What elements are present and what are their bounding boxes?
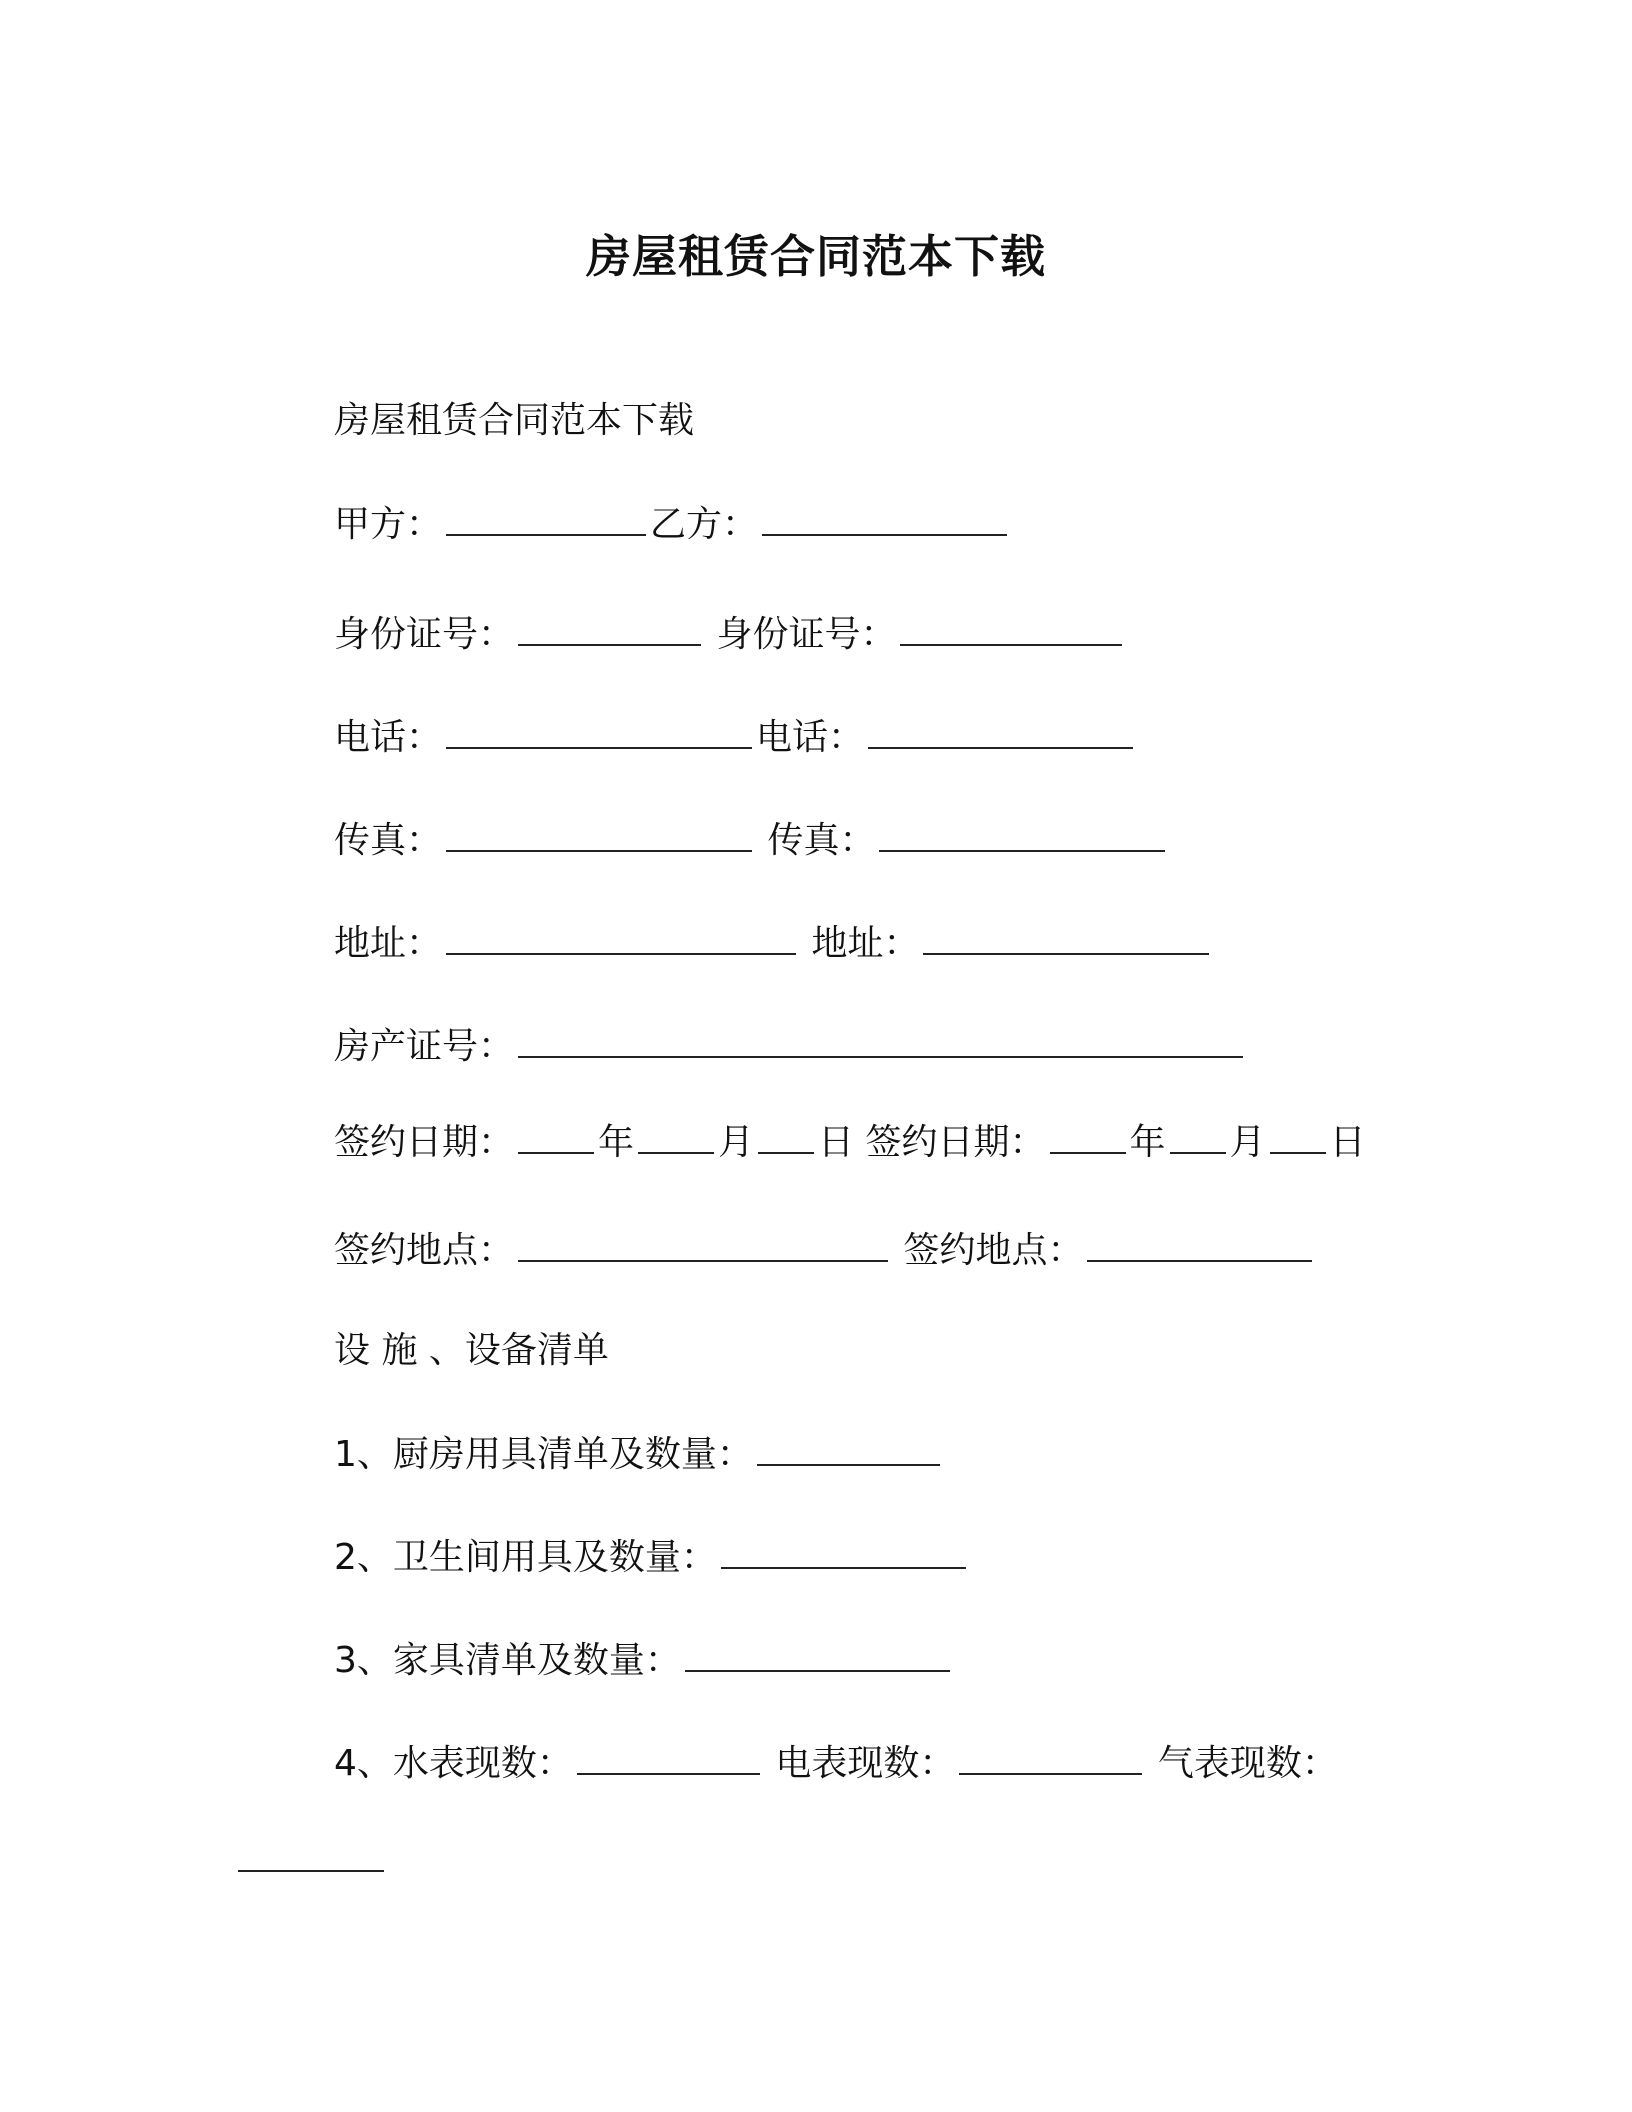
gas-meter-line <box>238 1836 388 1886</box>
electric-meter-blank[interactable] <box>959 1739 1142 1775</box>
water-meter-blank[interactable] <box>577 1739 760 1775</box>
phone-line <box>334 713 1137 763</box>
party-b-label: 乙方： <box>650 504 759 545</box>
day-b-blank[interactable] <box>1270 1118 1326 1154</box>
furniture-item-line <box>334 1636 954 1686</box>
phone-a-blank[interactable] <box>446 713 752 749</box>
id-label-a: 身份证号： <box>334 614 515 655</box>
id-number-line <box>334 610 1126 660</box>
sign-place-line <box>334 1226 1316 1276</box>
property-cert-blank[interactable] <box>518 1022 1243 1058</box>
month-b-label: 月 <box>1229 1122 1266 1163</box>
facilities-heading-text: 设 施 、设备清单 <box>334 1330 609 1371</box>
fax-b-blank[interactable] <box>879 816 1165 852</box>
day-b-label: 日 <box>1329 1122 1366 1163</box>
day-a-label: 日 <box>818 1122 855 1163</box>
document-title: 房屋租赁合同范本下载 <box>585 230 1046 283</box>
item3-blank[interactable] <box>685 1636 950 1672</box>
item1-label: 1、厨房用具清单及数量： <box>334 1434 753 1475</box>
address-line <box>334 919 1213 969</box>
sign-date-line <box>334 1118 1366 1168</box>
property-cert-line <box>334 1022 1247 1072</box>
month-b-blank[interactable] <box>1170 1118 1226 1154</box>
fax-label-a: 传真： <box>334 820 443 861</box>
month-a-label: 月 <box>718 1122 755 1163</box>
item3-label: 3、家具清单及数量： <box>334 1640 681 1681</box>
gas-meter-blank[interactable] <box>238 1836 384 1872</box>
item2-blank[interactable] <box>721 1533 966 1569</box>
month-a-blank[interactable] <box>638 1118 714 1154</box>
address-label-a: 地址： <box>334 923 443 964</box>
fax-a-blank[interactable] <box>446 816 752 852</box>
gas-label: 气表现数： <box>1157 1743 1338 1784</box>
item4-label: 4、水表现数： <box>334 1743 573 1784</box>
sign-place-label-b: 签约地点： <box>903 1230 1084 1271</box>
subtitle-text: 房屋租赁合同范本下载 <box>334 400 695 441</box>
sign-place-b-blank[interactable] <box>1087 1226 1312 1262</box>
sign-place-label-a: 签约地点： <box>334 1230 515 1271</box>
id-b-blank[interactable] <box>900 610 1122 646</box>
facilities-heading <box>334 1326 609 1376</box>
year-b-blank[interactable] <box>1050 1118 1126 1154</box>
id-a-blank[interactable] <box>518 610 701 646</box>
kitchen-item-line <box>334 1430 944 1480</box>
property-cert-label: 房产证号： <box>334 1026 515 1067</box>
year-a-blank[interactable] <box>518 1118 594 1154</box>
sign-date-label-b: 签约日期： <box>865 1122 1046 1163</box>
party-b-blank[interactable] <box>762 500 1007 536</box>
document-subtitle <box>334 396 694 446</box>
item1-blank[interactable] <box>757 1430 940 1466</box>
address-b-blank[interactable] <box>923 919 1209 955</box>
fax-line <box>334 816 1169 866</box>
phone-b-blank[interactable] <box>868 713 1133 749</box>
address-label-b: 地址： <box>811 923 920 964</box>
party-a-label: 甲方： <box>334 504 443 545</box>
item2-label: 2、卫生间用具及数量： <box>334 1537 717 1578</box>
year-a-label: 年 <box>598 1122 635 1163</box>
phone-label-a: 电话： <box>334 717 443 758</box>
id-label-b: 身份证号： <box>716 614 897 655</box>
bathroom-item-line <box>334 1533 970 1583</box>
day-a-blank[interactable] <box>758 1118 814 1154</box>
meter-readings-line <box>334 1739 1338 1789</box>
parties-line <box>334 500 1011 550</box>
address-a-blank[interactable] <box>446 919 796 955</box>
sign-place-a-blank[interactable] <box>518 1226 888 1262</box>
electric-label: 电表现数： <box>775 1743 956 1784</box>
sign-date-label-a: 签约日期： <box>334 1122 515 1163</box>
fax-label-b: 传真： <box>767 820 876 861</box>
phone-label-b: 电话： <box>756 717 865 758</box>
year-b-label: 年 <box>1129 1122 1166 1163</box>
party-a-blank[interactable] <box>446 500 646 536</box>
